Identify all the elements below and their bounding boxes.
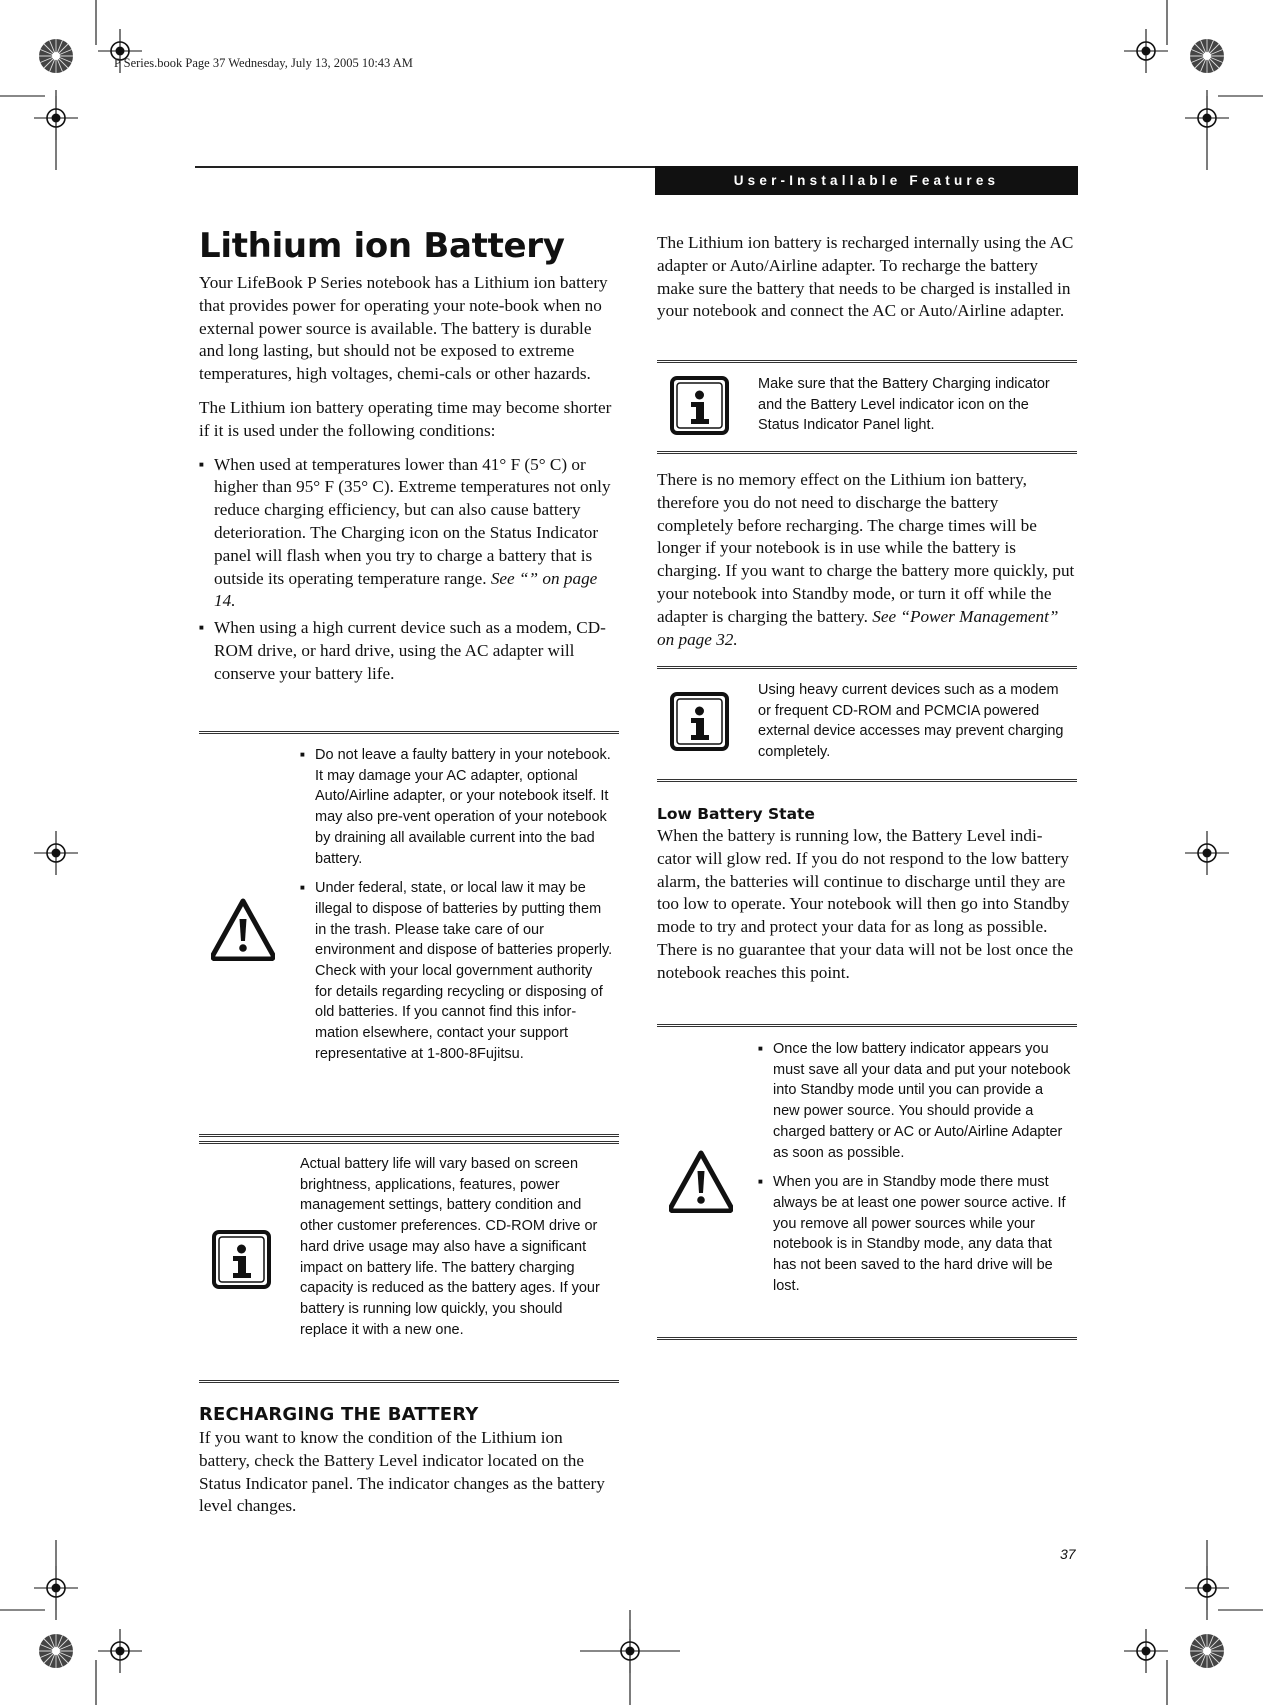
print-slug: P Series.book Page 37 Wednesday, July 13, 2005 10:43 AM (114, 56, 413, 70)
recharging-paragraph: If you want to know the condition of the Lithium ion battery, check the Battery Level indicator located on the Status Indicator panel. The indicator changes as the battery level changes. (199, 1428, 605, 1516)
list-item: ■ Do not leave a faulty battery in your notebook. It may damage your AC adapter, optional Auto/Airline adapter, or your notebook itself. It may also pre-vent operation of your notebook by draining all available current into the bad battery. (300, 745, 613, 869)
info-icon (669, 691, 731, 753)
cross-reference-link[interactable]: See “Power Management” on page 32. (657, 606, 1059, 649)
right-column (657, 232, 1075, 334)
intro-paragraph: Your LifeBook P Series notebook has a Lithium ion battery that provides power for operating your note-book when no external power source is available. The battery is durable and long lasting, but should not be exposed to extreme temperatures, high voltages, chemi-cals or other hazards. (199, 273, 608, 384)
list-item: ■ When used at temperatures lower than 41° F (5° C) or higher than 95° F (35° C). Extreme temperatures not only reduce charging efficiency, but can also cause battery deterioration. The Charging icon on the Status Indicator panel will flash when you try to charge a battery that is outside its operating temperature range. See “” on page 14. (199, 454, 617, 614)
list-item: ■ Under federal, state, or local law it may be illegal to dispose of batteries by putting them in the trash. Please take care of our environment and dispose of batteries properly. Check with your local government authority for details regarding recycling or disposing of old batteries. If you cannot find this infor-mation elsewhere, contact your support representative at 1-800-8Fujitsu. (300, 878, 613, 1064)
memory-section (657, 469, 1075, 662)
cross-reference-link[interactable]: See “” on page 14. (214, 568, 598, 611)
list-item: ■ When using a high current device such as a modem, CD-ROM drive, or hard drive, using the AC adapter will conserve your battery life. (199, 617, 617, 685)
warning-icon (669, 1149, 733, 1213)
list-item: ■ Once the low battery indicator appears you must save all your data and put your notebook into Standby mode until you can provide a new power source. You should provide a charged battery or AC or Auto/Airline Adapter as soon as possible. (758, 1039, 1071, 1163)
page-title: Lithium ion Battery (199, 226, 565, 266)
info-note (199, 1141, 619, 1383)
list-item: ■ When you are in Standby mode there must always be at least one power source active. If you remove all power sources while your notebook is in Standby mode, any data that has not been saved to the hard drive will be lost. (758, 1172, 1071, 1296)
warning-icon (211, 897, 275, 961)
page-number: 37 (1060, 1546, 1076, 1562)
section-heading: Low Battery State (657, 805, 815, 823)
low-battery-section (657, 805, 1075, 996)
low-battery-paragraph: When the battery is running low, the Battery Level indi-cator will glow red. If you do not respond to the low battery alarm, the batteries will continue to discharge until they are too low to operate. Your notebook will then go into Standby mode to try and protect your data for as long as possible. There is no guarantee that your data will not be lost once the notebook reaches this point. (657, 826, 1074, 982)
recharge-intro-paragraph: The Lithium ion battery is recharged internally using the AC adapter or Auto/Airline adapter. To recharge the battery make sure the battery that needs to be charged is installed in your notebook and connect the AC or Auto/Airline adapter. (657, 233, 1074, 321)
recharging-section (199, 1404, 617, 1529)
info-note (657, 360, 1077, 454)
conditions-list (199, 454, 617, 686)
info-icon (669, 375, 731, 437)
section-heading: RECHARGING THE BATTERY (199, 1404, 479, 1425)
warning-note (199, 731, 619, 1137)
header-rule (195, 166, 655, 168)
info-note-text: Using heavy current devices such as a modem or frequent CD-ROM and PCMCIA powered external device accesses may prevent charging completely. (758, 682, 1064, 761)
info-icon (211, 1229, 273, 1291)
operating-time-paragraph: The Lithium ion battery operating time may become shorter if it is used under the following conditions: (199, 397, 612, 440)
memory-paragraph: There is no memory effect on the Lithium ion battery, therefore you do not need to discharge the battery completely before recharging. The charge times will be longer if your notebook is in use while the battery is charging. If you want to charge the battery more quickly, put your notebook into Standby mode, or turn it off while the adapter is charging the battery. See “Power Management” on page 32. (657, 470, 1075, 649)
info-note (657, 666, 1077, 782)
section-header: User-Installable Features (655, 166, 1078, 195)
warning-note (657, 1024, 1077, 1340)
info-note-text: Make sure that the Battery Charging indicator and the Battery Level indicator icon on the Status Indicator Panel light. (758, 376, 1050, 434)
info-note-text: Actual battery life will vary based on screen brightness, applications, features, power management settings, battery condition and other customer preferences. CD-ROM drive or hard drive usage may also have a significant impact on battery life. The battery charging capacity is reduced as the battery ages. If your battery is running low quickly, you should replace it with a new one. (300, 1156, 600, 1338)
left-column (199, 226, 617, 690)
